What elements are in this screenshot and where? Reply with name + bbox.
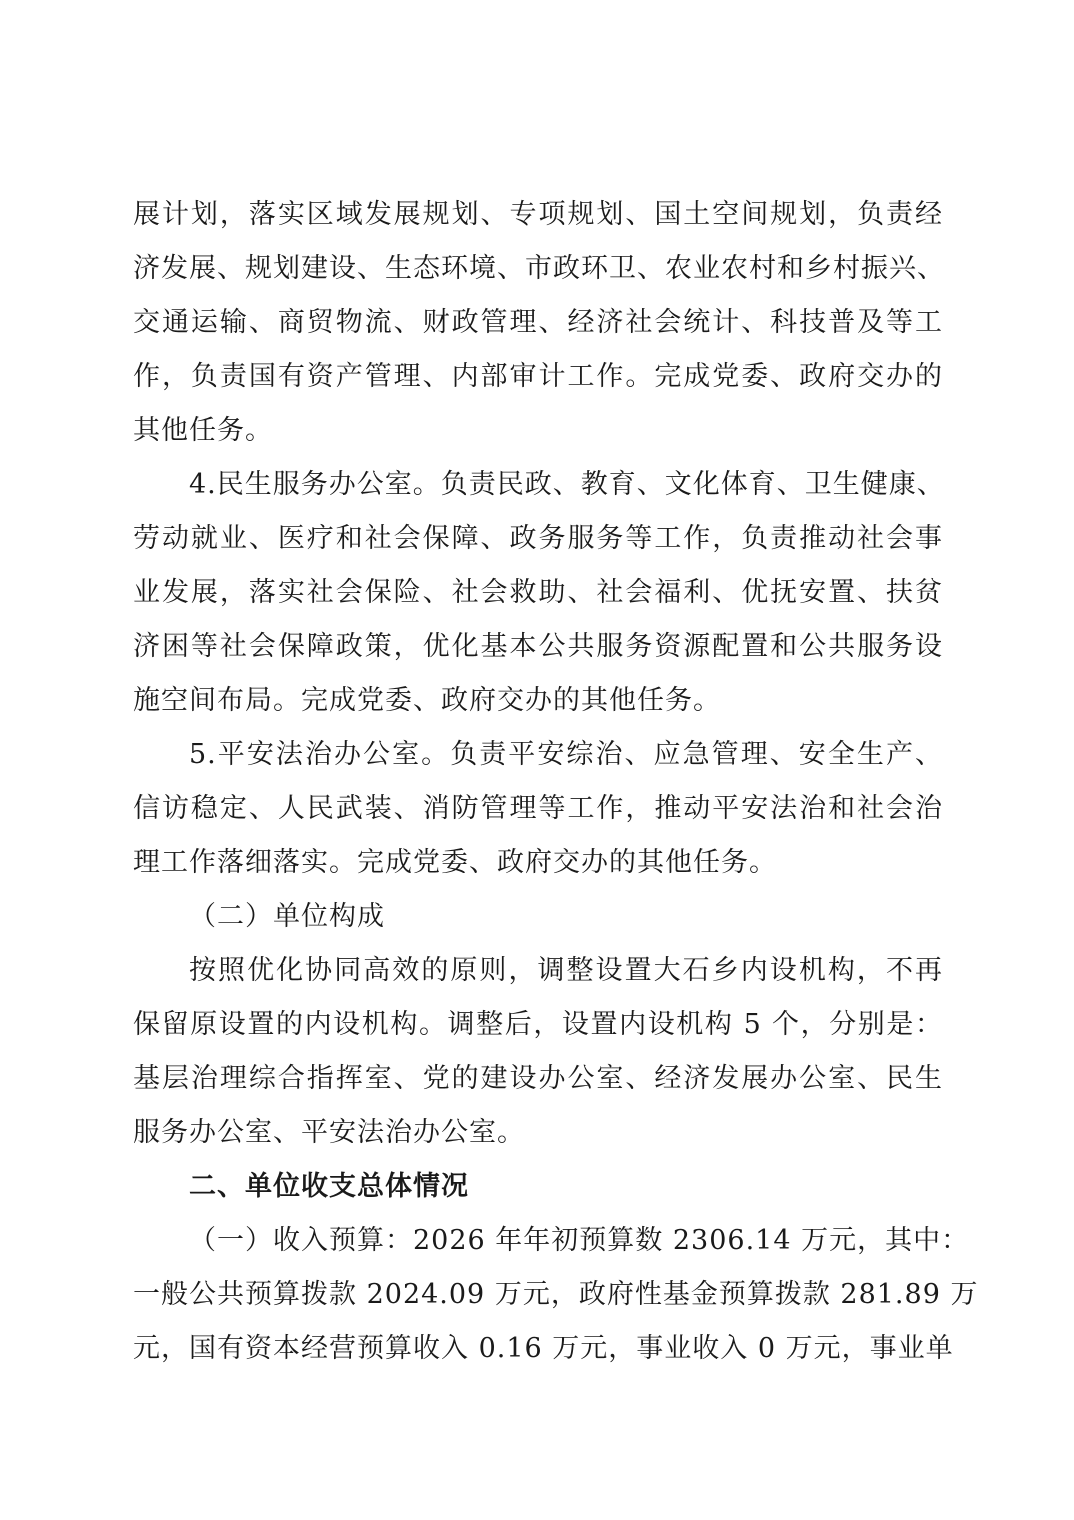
text-line: 理工作落细落实。完成党委、政府交办的其他任务。 <box>133 847 777 878</box>
text-line: 按照优化协同高效的原则，调整设置大石乡内设机构，不再 <box>189 955 943 986</box>
text-line: 基层治理综合指挥室、党的建设办公室、经济发展办公室、民生 <box>133 1063 943 1094</box>
text-line: 元，国有资本经营预算收入 0.16 万元，事业收入 0 万元，事业单 <box>133 1333 954 1364</box>
text-line: 4.民生服务办公室。负责民政、教育、文化体育、卫生健康、 <box>189 469 945 500</box>
text-line: 服务办公室、平安法治办公室。 <box>133 1117 525 1148</box>
document-body <box>133 188 979 1376</box>
text-line: 济发展、规划建设、生态环境、市政环卫、农业农村和乡村振兴、 <box>133 253 945 284</box>
text-line: 一般公共预算拨款 2024.09 万元，政府性基金预算拨款 281.89 万 <box>133 1279 979 1310</box>
text-line: 劳动就业、医疗和社会保障、政务服务等工作，负责推动社会事 <box>133 523 943 554</box>
text-line: 业发展，落实社会保险、社会救助、社会福利、优抚安置、扶贫 <box>133 577 943 608</box>
text-line: 展计划，落实区域发展规划、专项规划、国土空间规划，负责经 <box>133 199 943 230</box>
text-line: 其他任务。 <box>133 415 273 446</box>
text-line: 济困等社会保障政策，优化基本公共服务资源配置和公共服务设 <box>133 631 943 662</box>
text-line: 交通运输、商贸物流、财政管理、经济社会统计、科技普及等工 <box>133 307 943 338</box>
text-line: 作，负责国有资产管理、内部审计工作。完成党委、政府交办的 <box>133 361 943 392</box>
text-line: 施空间布局。完成党委、政府交办的其他任务。 <box>133 685 721 716</box>
text-line: 5.平安法治办公室。负责平安综治、应急管理、安全生产、 <box>189 739 943 770</box>
text-line: 保留原设置的内设机构。调整后，设置内设机构 5 个，分别是： <box>133 1009 943 1040</box>
text-line: 信访稳定、人民武装、消防管理等工作，推动平安法治和社会治 <box>133 793 943 824</box>
text-line: （一）收入预算：2026 年年初预算数 2306.14 万元，其中： <box>189 1225 970 1256</box>
section-heading: （二）单位构成 <box>189 901 385 932</box>
section-heading: 二、单位收支总体情况 <box>189 1171 469 1202</box>
